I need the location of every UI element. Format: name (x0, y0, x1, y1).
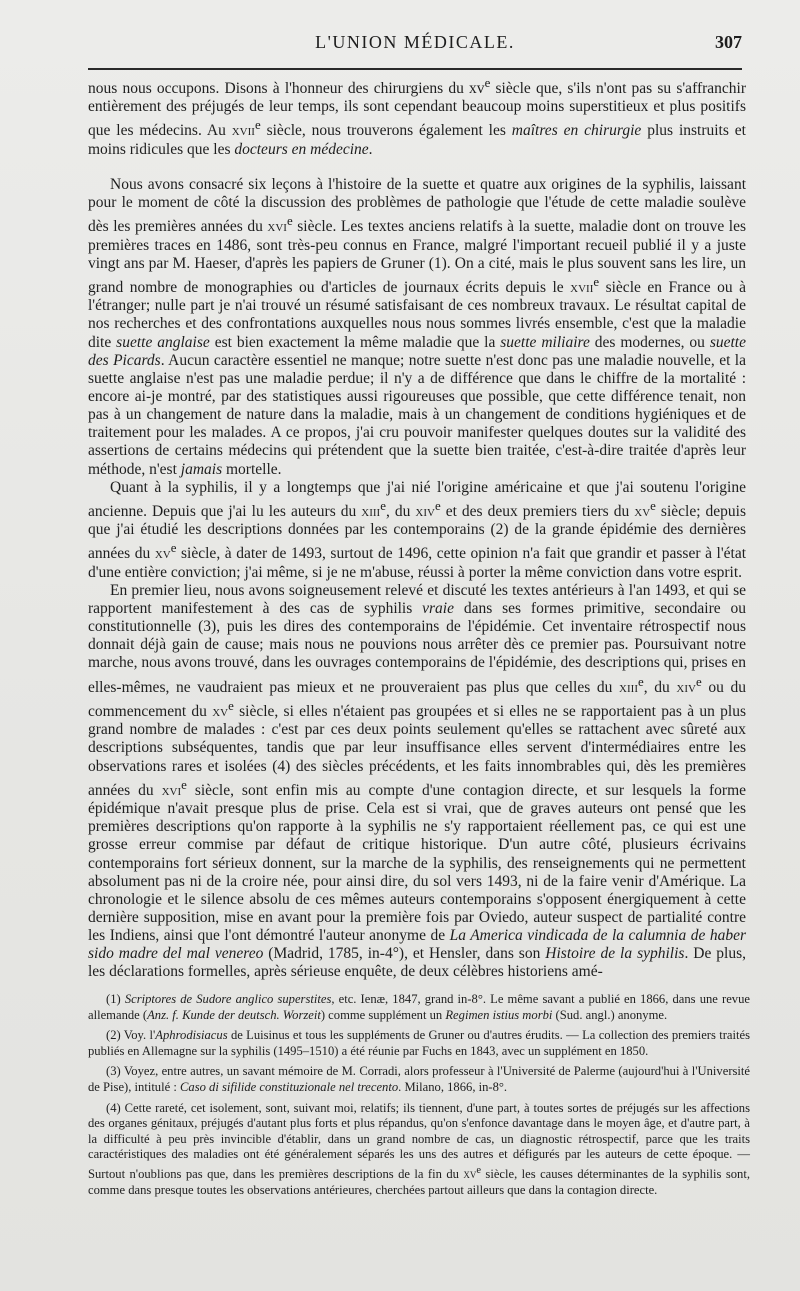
footnotes (88, 992, 750, 1203)
paragraph-1: nous nous occupons. Disons à l'honneur des chirurgiens du $xv^e$ siècle que, s'ils n'ont pas su s'affranchir entièrement des préjugés de leur temps, ils sont cependant beaucoup moins superstitieux et plus positifs que les médecins. Au xvii$^e$ siècle, nous trouverons également les maîtres en chirurgie plus instruits et moins ridicules que les docteurs en médecine. (88, 75, 746, 158)
footnote-1: (1) Scriptores de Sudore anglico superstites, etc. Ienæ, 1847, grand in-8°. Le même savant a publié en 1866, dans une revue allemande (Anz. f. Kunde der deutsch. Worzeit) comme supplément un Regimen istius morbi (Sud. angl.) anonyme. (88, 992, 750, 1022)
running-head (88, 32, 742, 60)
paragraph-4: En premier lieu, nous avons soigneusement relevé et discuté les textes antérieurs à l'an 1493, et qui se rapportent manifestement à des cas de syphilis vraie dans ses formes primitive, secondaire ou constitutionnelle (3), puis les dires des contemporains de l'épidémie. Cet inventaire rétrospectif nous donnait déjà gain de cause; mais nous ne pouvions nous arrêter dès ce premier pas. Poursuivant notre marche, nous avons trouvé, dans les ouvrages contemporains de l'épidémie, des descriptions qui, prises en elles-mêmes, ne vaudraient pas mieux et ne prouveraient pas plus que celles du xiii$^e$, du xiv$^e$ ou du commencement du $xv^e$ siècle, si elles n'étaient pas groupées et si elles ne se rapportaient pas à un plus grand nombre de malades : c'est par ces deux points seulement qu'elles se rattachent avec sûreté aux descriptions subséquentes, tandis que par leur insuffisance elles servent d'intermédiaires entre les observations rares et isolées (4) des siècles précédents, et les faits innombrables qui, dès les premières années du xvi$^e$ siècle, sont enfin mis au compte d'une contagion directe, et sur lesquels la forme épidémique n'avait presque plus de prise. Cela est si vrai, que de graves auteurs ont pensé que les premières descriptions qu'on rapporte à la syphilis ne s'y rapportaient réellement pas, ce qui est une grosse erreur commise par défaut de critique historique. D'un autre côté, plusieurs écrivains contemporains fort sérieux donnent, sur la marche de la syphilis, des renseignements qui ne permettent absolument pas ni de la croire née, pour ainsi dire, du sol vers 1493, ni de la faire venir d'Amérique. La chronologie et le silence absolu de ces mêmes auteurs contemporains s'opposent énergiquement à cette dernière supposition, mise en avant pour la première fois par Oviedo, auteur suspect de partialité contre les Indiens, ainsi que l'ont démontré l'auteur anonyme de La America vindicada de la calumnia de haber sido madre del mal venereo (Madrid, 1785, in-4°), et Hensler, dans son Histoire de la syphilis. De plus, les déclarations formelles, après sérieuse enquête, de deux célèbres historiens amé- (88, 581, 747, 981)
body-text (88, 74, 746, 982)
paragraph-3: Quant à la syphilis, il y a longtemps que j'ai nié l'origine américaine et que j'ai soutenu l'origine ancienne. Depuis que j'ai lu les auteurs du xiii$^e$, du xiv$^e$ et des deux premiers tiers du $xv^e$ siècle; depuis que j'ai étudié les descriptions données par les contemporains (2) de la grande épidémie des dernières années du $xv^e$ siècle, à dater de 1493, surtout de 1496, cette opinion n'a fait que grandir et passer à l'état d'une entière conviction; j'ai même, si je ne m'abuse, réussi à porter la même conviction dans votre esprit. (88, 478, 747, 581)
header-rule (88, 68, 742, 70)
page-title: L'UNION MÉDICALE. (315, 32, 515, 52)
page-number: 307 (715, 32, 742, 52)
footnote-4: (4) Cette rareté, cet isolement, sont, suivant moi, relatifs; ils tiennent, d'une part, à toutes sortes de préjugés sur les affections des organes génitaux, préjugés d'autant plus forts et plus répandus, qu'on s'enfonce davantage dans le moyen âge, et d'autre part, à la difficulté à peu près invincible d'établir, dans un grand nombre de cas, un diagnostic rétrospectif, parce que les traits caractéristiques des maladies ont été généralement séparés les uns des autres et défigurés par les auteurs de cette époque. — Surtout n'oublions pas que, dans les premières descriptions de la fin du $xv^e$ siècle, les causes déterminantes de la syphilis sont, comme dans presque toutes les observations antérieures, cherchées partout ailleurs que dans la contagion directe. (88, 1100, 750, 1197)
paragraph-2: Nous avons consacré six leçons à l'histoire de la suette et quatre aux origines de la syphilis, laissant pour le moment de côté la discussion des problèmes de pathologie que l'étude de cette maladie soulève dès les premières années du xvi$^e$ siècle. Les textes anciens relatifs à la suette, maladie dont on trouve les premières traces en 1486, sont très-peu connus en France, malgré l'important recueil publié il y a juste vingt ans par M. Haeser, d'après les papiers de Gruner (1). On a cité, mais le plus souvent sans les lire, un grand nombre de monographies ou d'articles de journaux écrits depuis le xvii$^e$ siècle en France ou à l'étranger; nulle part je n'ai trouvé un résumé satisfaisant de ces nombreux travaux. Le résultat capital de nos recherches et des confrontations auxquelles nous nous sommes livrés ensemble, c'est que la maladie dite suette anglaise est bien exactement la même maladie que la suette miliaire des modernes, ou suette des Picards. Aucun caractère essentiel ne manque; notre suette n'est donc pas une maladie nouvelle, et la suette anglaise n'est pas une maladie perdue; il n'y a de différence que dans le chiffre de la mortalité : encore ai-je montré, par des statistiques aussi rigoureuses que possible, que cette différence tenait, non pas à un changement de nature dans la maladie, mais à un changement de conditions hygiéniques et de traitement pour les malades. A ce propos, j'ai cru pouvoir manifester quelques doutes sur la validité des assertions de certains médecins qui prétendent que la suette bien traitée, c'est-à-dire traitée d'après leur méthode, n'est jamais mortelle. (88, 175, 746, 478)
footnote-2: (2) Voy. l'Aphrodisiacus de Luisinus et tous les suppléments de Gruner ou d'autres érudits. — La collection des premiers traités publiés en Allemagne sur la syphilis (1495–1510) a été réunie par Fuchs en 1843, avec un supplément en 1850. (88, 1028, 750, 1058)
footnote-3: (3) Voyez, entre autres, un savant mémoire de M. Corradi, alors professeur à l'Université de Palerme (aujourd'hui à l'Université de Pise), intitulé : Caso di sifilide constituzionale nel trecento. Milano, 1866, in-8°. (88, 1064, 750, 1094)
